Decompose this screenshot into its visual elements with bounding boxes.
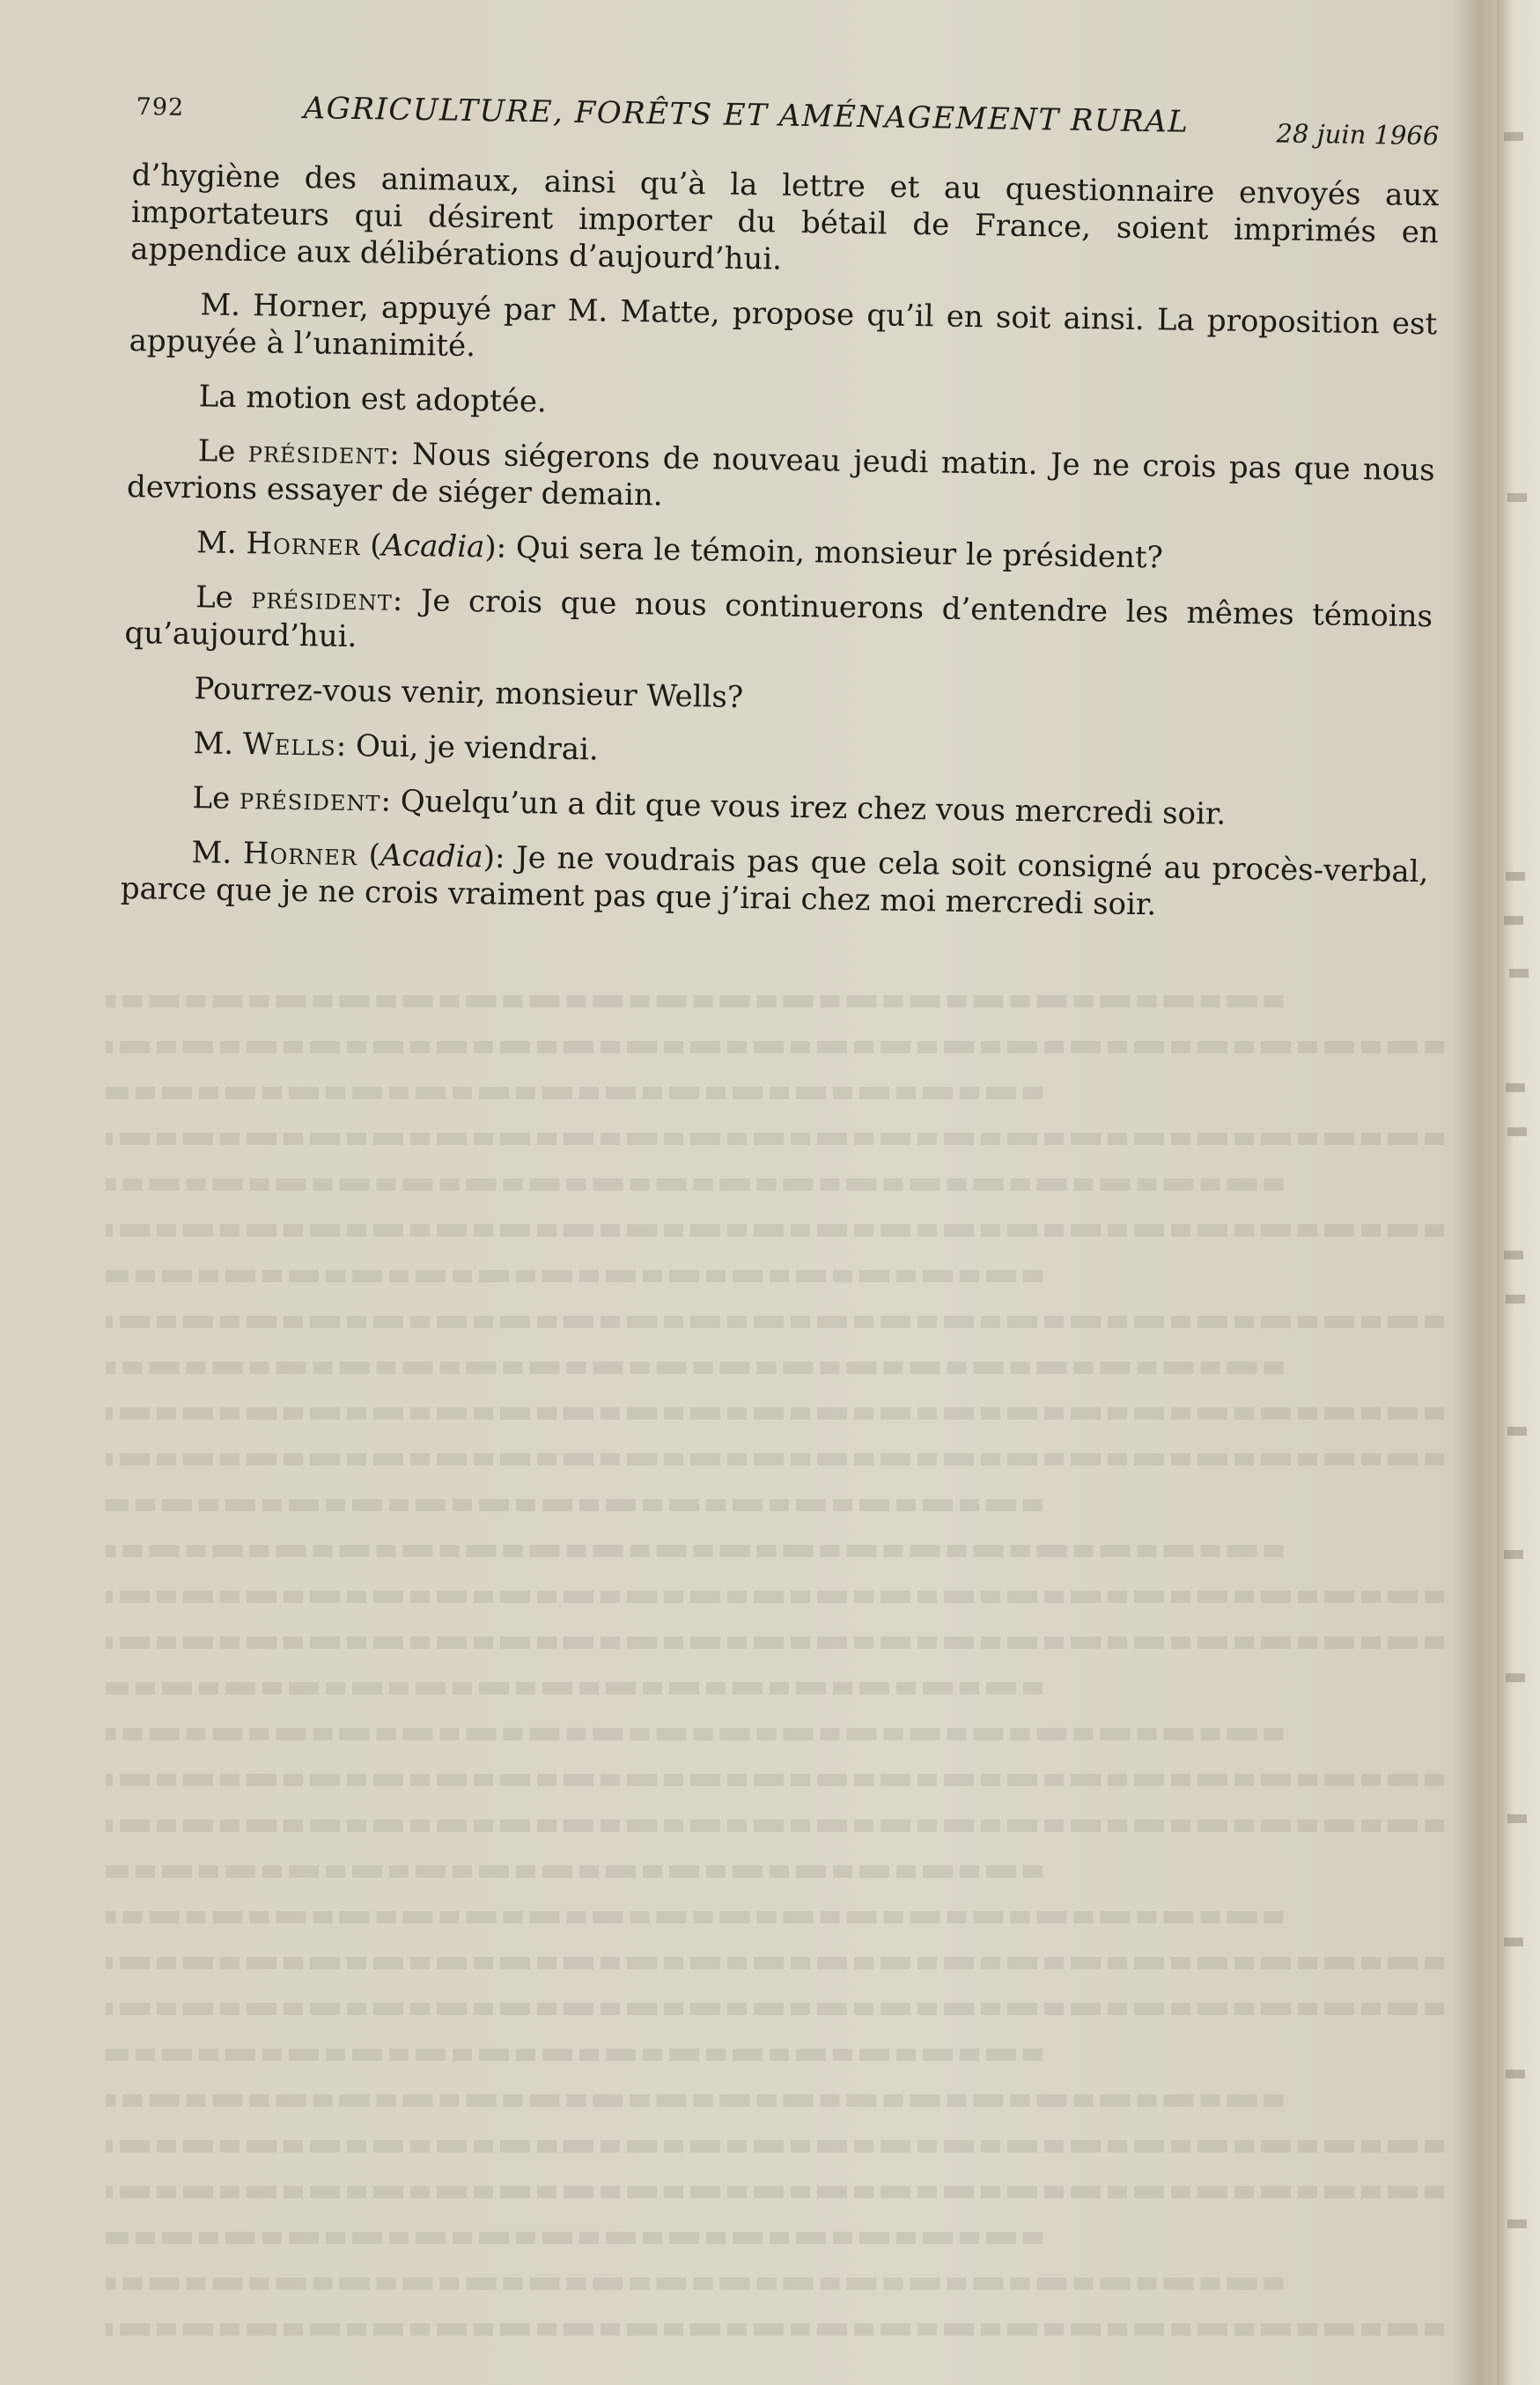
speaker-paragraph — [122, 724, 1430, 781]
speaker-name: président — [251, 580, 394, 618]
paragraph-text: : Je ne voudrais pas que cela soit consigné au procès-verbal, parce que je ne crois vraiment pas que j’irai chez moi mercredi soir. — [120, 839, 1429, 923]
speaker-paragraph: M. Horner (Acadia): Qui sera le témoin, monsieur le président? — [195, 525, 1164, 576]
speaker-prefix: M. — [193, 726, 244, 763]
paragraph — [123, 669, 1431, 727]
speaker-paragraph — [122, 779, 1429, 836]
speaker-name: Horner — [246, 526, 361, 564]
speaker-prefix: M. — [191, 835, 244, 872]
speaker-name: Horner — [242, 836, 358, 874]
running-title: AGRICULTURE, FORÊTS ET AMÉNAGEMENT RURAL — [303, 90, 1190, 140]
text-column — [120, 157, 1440, 945]
paragraph-text: : Quelqu’un a dit que vous irez chez vous mercredi soir. — [380, 783, 1227, 832]
paragraph — [130, 157, 1440, 288]
paragraph — [128, 377, 1435, 434]
paragraph-text: : Nous siégerons de nouveau jeudi matin. Je ne crois pas que nous devrions essayer de siéger demain. — [126, 436, 1435, 513]
speaker-affiliation: Acadia — [381, 528, 485, 565]
speaker-paragraph: M. Horner (Acadia): Je ne voudrais pas que cela soit consigné au procès-verbal, parce que je ne crois vraiment pas que j’irai chez moi mercredi soir. — [120, 835, 1429, 923]
paragraph-text: La motion est adoptée. — [198, 379, 548, 420]
speaker-prefix: Le — [195, 580, 252, 617]
speaker-prefix: Le — [192, 780, 240, 817]
next-page-edge — [1497, 0, 1540, 2385]
speaker-paragraph — [124, 578, 1433, 672]
paragraph — [129, 285, 1437, 380]
speaker-prefix: M. — [195, 525, 247, 562]
speaker-name: Wells — [242, 727, 337, 764]
bleed-through-text — [106, 995, 1444, 2352]
paragraph-text: M. Horner, appuyé par M. Matte, propose qu’il en soit ainsi. La proposition est appuyée à l’unanimité. — [129, 287, 1438, 365]
paragraph-text: d’hygiène des animaux, ainsi qu’à la lettre et au questionnaire envoyés aux importateurs qui désirent importer du bétail de France, soient imprimés en appendice aux délibérations d’aujourd’hui. — [130, 157, 1440, 277]
page-number: 792 — [136, 92, 185, 122]
paragraph-text: : Qui sera le témoin, monsieur le président? — [496, 529, 1164, 576]
speaker-prefix: Le — [197, 433, 249, 470]
speaker-paragraph — [127, 432, 1435, 526]
header-date: 28 juin 1966 — [1276, 118, 1440, 151]
paragraph-text: : Oui, je viendrai. — [335, 727, 600, 768]
speaker-affiliation: Acadia — [379, 838, 484, 875]
paragraph-text: Pourrez-vous venir, monsieur Wells? — [194, 671, 744, 715]
speaker-name: président — [239, 781, 381, 819]
paragraph-text: : Je crois que nous continuerons d’entendre les mêmes témoins qu’aujourd’hui. — [124, 582, 1433, 655]
speaker-name: président — [247, 434, 390, 472]
